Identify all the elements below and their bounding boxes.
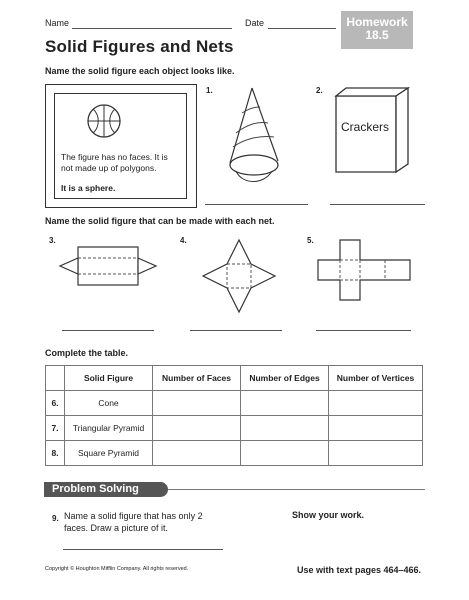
faces-answer-cell[interactable] xyxy=(153,441,241,466)
row-number: 7. xyxy=(46,416,65,441)
show-work-label: Show your work. xyxy=(292,510,365,520)
row-number: 8. xyxy=(46,441,65,466)
homework-label: Homework xyxy=(346,15,408,29)
row-figure: Square Pyramid xyxy=(65,441,153,466)
item4-number: 4. xyxy=(180,236,187,245)
homework-tab xyxy=(341,11,413,49)
item1-answer-line[interactable] xyxy=(205,204,308,205)
faces-answer-cell[interactable] xyxy=(153,416,241,441)
table-corner-cell xyxy=(46,366,65,391)
item2-answer-line[interactable] xyxy=(330,204,425,205)
item2-number: 2. xyxy=(316,86,323,95)
date-label: Date xyxy=(245,18,265,28)
item9-answer-line[interactable] xyxy=(63,549,223,550)
square-pyramid-net-icon xyxy=(201,238,277,314)
section3-instruction: Complete the table. xyxy=(45,348,129,358)
example-text: The figure has no faces. It is not made up of polygons. xyxy=(61,152,168,173)
row-figure: Cone xyxy=(65,391,153,416)
item4-answer-line[interactable] xyxy=(190,330,282,331)
table-row xyxy=(46,441,423,466)
problem-solving-rule xyxy=(168,489,425,490)
edges-answer-cell[interactable] xyxy=(241,391,329,416)
column-header: Solid Figure xyxy=(65,366,153,391)
name-answer-line[interactable] xyxy=(72,28,232,29)
party-hat-cone-icon xyxy=(224,85,286,190)
vertices-answer-cell[interactable] xyxy=(329,441,423,466)
table-row xyxy=(46,416,423,441)
name-label: Name xyxy=(45,18,70,28)
row-figure: Triangular Pyramid xyxy=(65,416,153,441)
section2-instruction: Name the solid figure that can be made with each net. xyxy=(45,216,275,226)
row-number: 6. xyxy=(46,391,65,416)
table-row xyxy=(46,391,423,416)
column-header: Number of Vertices xyxy=(329,366,423,391)
item5-answer-line[interactable] xyxy=(316,330,411,331)
item3-number: 3. xyxy=(49,236,56,245)
section1-instruction: Name the solid figure each object looks like. xyxy=(45,66,235,76)
basketball-icon xyxy=(86,103,122,139)
triangular-prism-net-icon xyxy=(58,243,160,289)
item9-question: Name a solid figure that has only 2 faces. Draw a picture of it. xyxy=(64,511,203,533)
edges-answer-cell[interactable] xyxy=(241,416,329,441)
example-answer: It is a sphere. xyxy=(61,183,116,193)
faces-answer-cell[interactable] xyxy=(153,391,241,416)
solid-figures-table xyxy=(45,365,423,466)
page-title: Solid Figures and Nets xyxy=(45,37,234,56)
problem-solving-banner: Problem Solving xyxy=(44,482,168,497)
edges-answer-cell[interactable] xyxy=(241,441,329,466)
item1-number: 1. xyxy=(206,86,213,95)
example-box xyxy=(45,84,197,208)
crackers-label: Crackers xyxy=(341,120,390,134)
item3-answer-line[interactable] xyxy=(62,330,154,331)
homework-number: 18.5 xyxy=(365,28,389,42)
copyright-text: Copyright © Houghton Mifflin Company. All rights reserved. xyxy=(45,566,189,572)
column-header: Number of Edges xyxy=(241,366,329,391)
date-answer-line[interactable] xyxy=(268,28,336,29)
vertices-answer-cell[interactable] xyxy=(329,391,423,416)
item5-number: 5. xyxy=(307,236,314,245)
item9-number: 9. xyxy=(52,514,59,523)
cube-net-icon xyxy=(316,238,412,308)
text-pages-reference: Use with text pages 464–466. xyxy=(297,565,422,575)
table-header-row xyxy=(46,366,423,391)
vertices-answer-cell[interactable] xyxy=(329,416,423,441)
column-header: Number of Faces xyxy=(153,366,241,391)
